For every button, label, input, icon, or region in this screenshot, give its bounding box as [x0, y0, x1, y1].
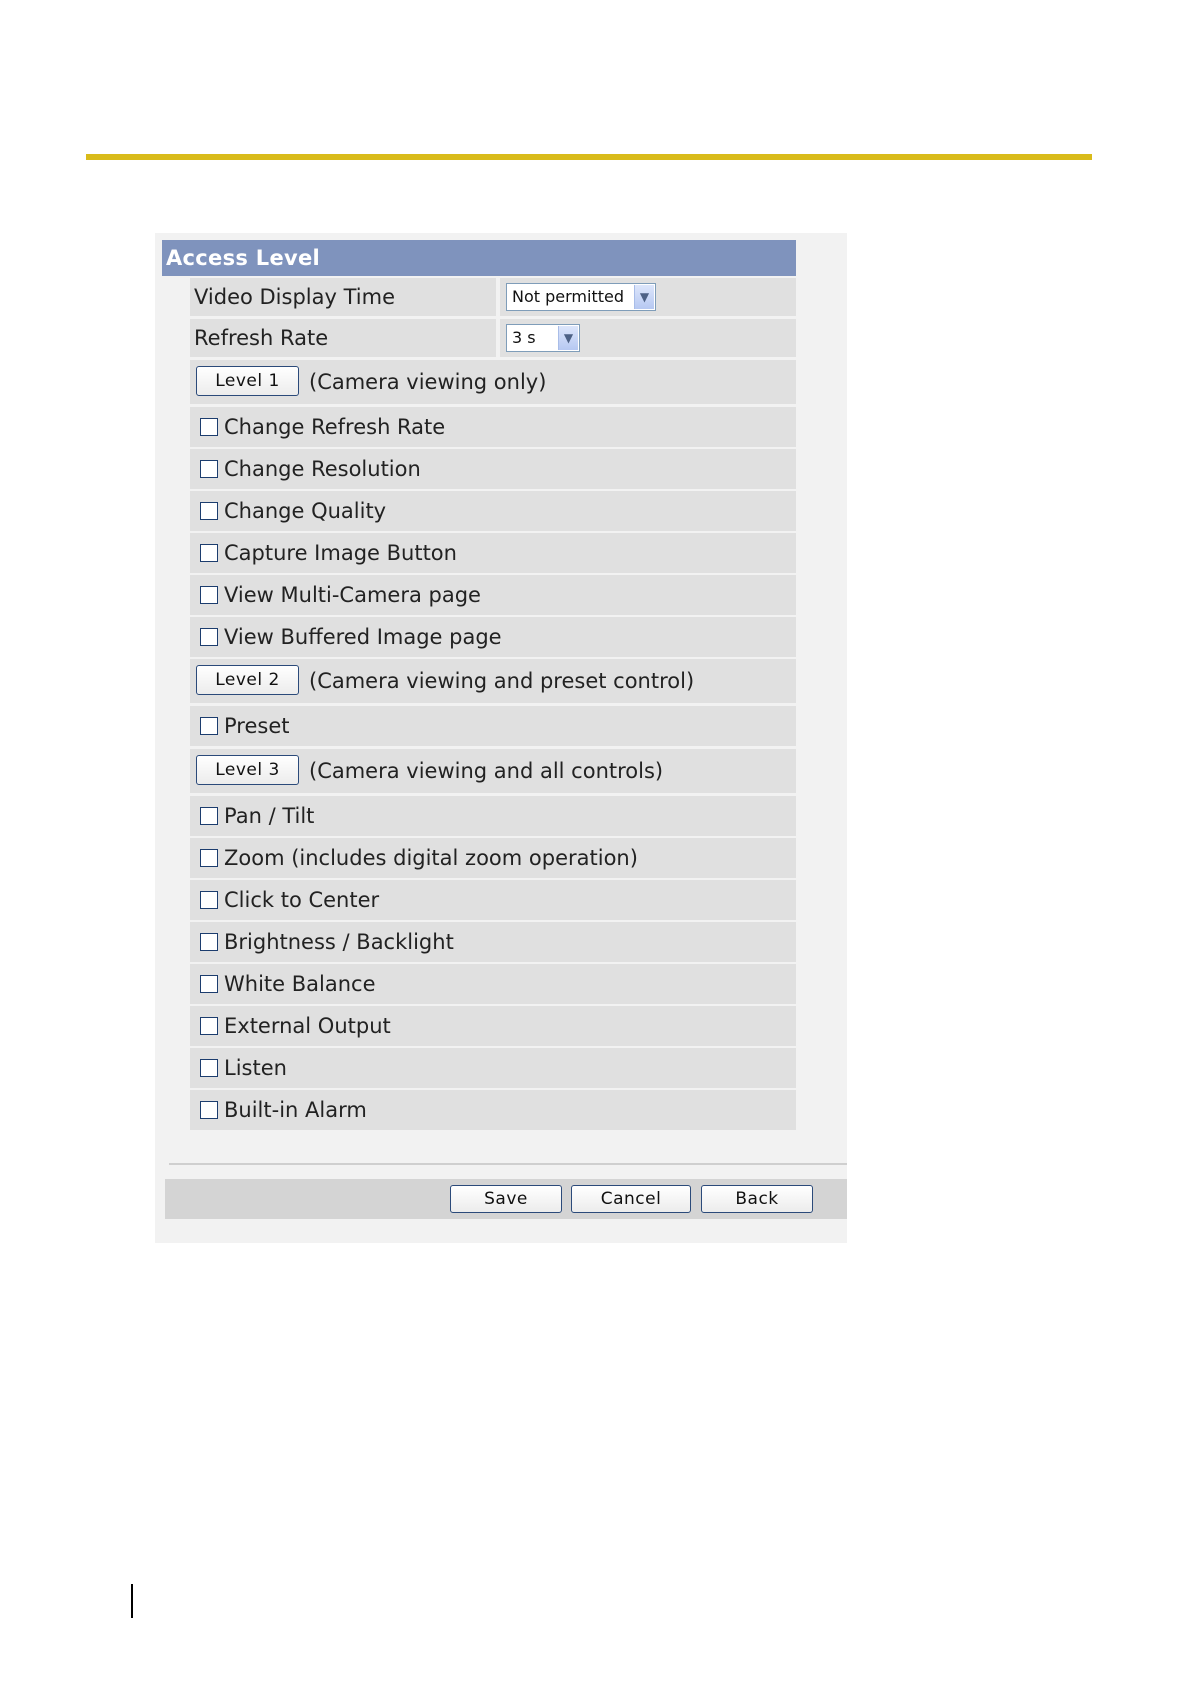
- level1-row: [190, 360, 796, 404]
- level1-button[interactable]: Level 1: [196, 366, 299, 396]
- footer-divider: [169, 1163, 847, 1165]
- checkbox-label: View Multi-Camera page: [224, 583, 481, 607]
- option-row: [190, 407, 796, 447]
- top-rule: [86, 154, 1092, 160]
- section-title: Access Level: [162, 240, 796, 276]
- chevron-down-icon[interactable]: ▼: [634, 285, 654, 309]
- video-display-time-select[interactable]: [506, 283, 656, 311]
- option-row: [190, 796, 796, 836]
- click-to-center-checkbox[interactable]: [200, 891, 218, 909]
- level2-row: [190, 659, 796, 703]
- option-row: [190, 922, 796, 962]
- option-row: [190, 838, 796, 878]
- capture-image-button-checkbox[interactable]: [200, 544, 218, 562]
- brightness-backlight-checkbox[interactable]: [200, 933, 218, 951]
- checkbox-label: Click to Center: [224, 888, 380, 912]
- external-output-checkbox[interactable]: [200, 1017, 218, 1035]
- option-row: [190, 491, 796, 531]
- option-row: [190, 1006, 796, 1046]
- level3-description: (Camera viewing and all controls): [309, 759, 664, 783]
- footer-bar: [165, 1179, 847, 1219]
- video-display-time-label-cell: [190, 278, 496, 316]
- video-display-time-value: Not permitted: [512, 287, 624, 306]
- checkbox-label: Pan / Tilt: [224, 804, 315, 828]
- refresh-rate-value-cell: [500, 319, 796, 357]
- chevron-down-icon[interactable]: ▼: [558, 326, 578, 350]
- refresh-rate-label: Refresh Rate: [194, 326, 329, 350]
- page-margin-bar: [131, 1584, 133, 1618]
- level2-description: (Camera viewing and preset control): [309, 669, 695, 693]
- built-in-alarm-checkbox[interactable]: [200, 1101, 218, 1119]
- checkbox-label: Brightness / Backlight: [224, 930, 454, 954]
- checkbox-label: Built-in Alarm: [224, 1098, 367, 1122]
- checkbox-label: Zoom (includes digital zoom operation): [224, 846, 638, 870]
- listen-checkbox[interactable]: [200, 1059, 218, 1077]
- pan-tilt-checkbox[interactable]: [200, 807, 218, 825]
- change-refresh-rate-checkbox[interactable]: [200, 418, 218, 436]
- zoom-checkbox[interactable]: [200, 849, 218, 867]
- level3-button[interactable]: Level 3: [196, 755, 299, 785]
- view-multi-camera-page-checkbox[interactable]: [200, 586, 218, 604]
- option-row: [190, 575, 796, 615]
- checkbox-label: Listen: [224, 1056, 287, 1080]
- checkbox-label: External Output: [224, 1014, 391, 1038]
- checkbox-label: Change Resolution: [224, 457, 421, 481]
- level2-button[interactable]: Level 2: [196, 665, 299, 695]
- option-row: [190, 617, 796, 657]
- option-row: [190, 964, 796, 1004]
- option-row: [190, 1090, 796, 1130]
- refresh-rate-label-cell: [190, 319, 496, 357]
- checkbox-label: Capture Image Button: [224, 541, 457, 565]
- video-display-time-label: Video Display Time: [194, 285, 395, 309]
- level3-row: [190, 749, 796, 793]
- white-balance-checkbox[interactable]: [200, 975, 218, 993]
- option-row: [190, 1048, 796, 1088]
- option-row: [190, 706, 796, 746]
- option-row: [190, 533, 796, 573]
- option-row: [190, 449, 796, 489]
- checkbox-label: Change Refresh Rate: [224, 415, 446, 439]
- access-level-panel: [155, 233, 847, 1243]
- refresh-rate-select[interactable]: [506, 324, 580, 352]
- checkbox-label: Preset: [224, 714, 290, 738]
- checkbox-label: Change Quality: [224, 499, 387, 523]
- refresh-rate-value: 3 s: [512, 328, 536, 347]
- cancel-button[interactable]: Cancel: [571, 1185, 691, 1213]
- save-button[interactable]: Save: [450, 1185, 562, 1213]
- change-resolution-checkbox[interactable]: [200, 460, 218, 478]
- checkbox-label: View Buffered Image page: [224, 625, 502, 649]
- level1-description: (Camera viewing only): [309, 370, 547, 394]
- change-quality-checkbox[interactable]: [200, 502, 218, 520]
- checkbox-label: White Balance: [224, 972, 376, 996]
- preset-checkbox[interactable]: [200, 717, 218, 735]
- back-button[interactable]: Back: [701, 1185, 813, 1213]
- video-display-time-value-cell: [500, 278, 796, 316]
- view-buffered-image-page-checkbox[interactable]: [200, 628, 218, 646]
- option-row: [190, 880, 796, 920]
